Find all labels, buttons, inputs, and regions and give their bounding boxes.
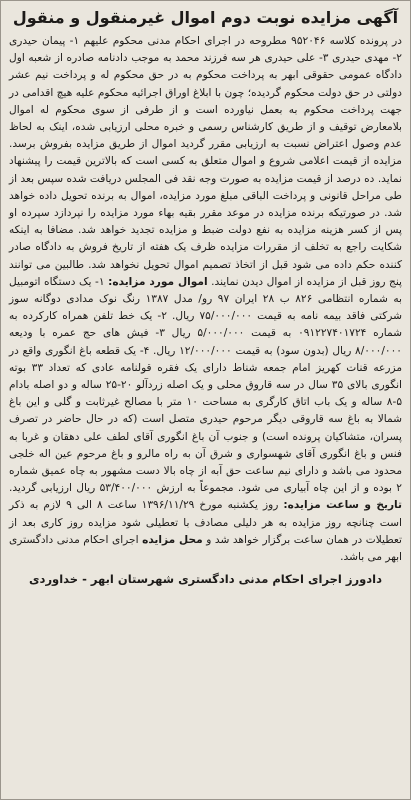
venue-label: محل مزایده	[142, 533, 203, 546]
items-text: ۱- یک دستگاه اتومبیل به شماره انتظامی ۸۲۶ ب ۲۸ ایران ۹۷ رو/ مدل ۱۳۸۷ رنگ نوک مدادی دوگانه سوز شرکتی فاقد بیمه نامه به قیمت ۷۵/۰۰۰/۰۰۰ ریال. ۲- یک خط تلفن همراه کارکرده به شماره ۰۹۱۲۲۷۴۰۱۷۲۴ به قیمت ۵/۰۰۰/۰۰۰ ریال ۳- فیش های حج عمره با ودیعه ۸/۰۰۰/۰۰۰ ریال (بدون سود) به قیمت ۱۲/۰۰۰/۰۰۰ ریال. ۴- یک قطعه باغ انگوری واقع در مزرعه قنات کهریز امام جمعه شناط دارای یک فقره قولنامه عادی که تعداد ۳۳ بوته انگوری بالای ۳۵ سال در سه قاروق محلی و یک اصله زردآلو ۲۰-۲۵ ساله و دو اصله بادام ۵-۸ ساله و یک باب اتاق کارگری به مساحت ۱۰ متر با مصالح غیرثابت و گلی و این باغ شمالا به باغ سه قاروقی دیگر مرحوم حیدری متصل است (که در حال حاضر در تصرف پسران، متشاکیان پرونده است) و جنوب آن باغ انگوری آقای لطف علی دهقان و غربا به فنس و باغ انگوری آقای شهسواری و شرق آن به راه مالرو و باغ مرحوم عین اله خلجی محدود می باشد و دارای نیم ساعت حق آبه از چاه بالا دست مشهور به چاه عمیق شماره ۲ بوده و از این چاه آبیاری می شود. مجموعاً به ارزش ۵۳/۴۰۰/۰۰۰ ریال ارزیابی گردید.	[9, 275, 403, 495]
datetime-label: تاریخ و ساعت مزایده:	[283, 499, 402, 512]
intro-text: در پرونده کلاسه ۹۵۲۰۴۶ مطروحه در اجرای احکام مدنی محکوم علیهم ۱- پیمان حیدری ۲- مهدی حیدری ۳- علی حیدری هر سه فرزند محمد به موجب دادنامه صادره از شعبه اول دادگاه عمومی حقوقی ابهر به پرداخت محکوم به در حق محکوم له و پرداخت نیم عشر دولتی در حق دولت محکوم گردیده؛ چون با ابلاغ اوراق اجرائیه محکوم علیه هیچ اقدامی در جهت پرداخت محکوم به بعمل نیاورده است و از طرفی از سوی محکوم له اموال بلامعارض توقیف و از طریق کارشناس رسمی و خبره محلی ارزیابی شده، اینک به لحاظ عدم وصول اعتراض نسبت به ارزیابی مقرر گردید اموال از طریق مزایده بفروش برسد. مزایده از قیمت اعلامی شروع و اموال متعلق به کسی است که بالاترین قیمت را پیشنهاد نماید. ده درصد از قیمت مزایده به صورت وجه نقد فی المجلس دریافت شده سپس بعد از طی مراحل قانونی و پرداخت الباقی مبلغ مورد مزایده، اموال به برنده تحویل داده خواهد شد. در صورتیکه برنده مزایده در موعد مقرر بقیه بهاء مورد مزایده را نپردازد سپرده او پس از کسر هزینه مزایده به نفع دولت ضبط و مزایده تجدید خواهد شد. مضافا به اینکه شکایت راجع به تخلف از مقررات مزایده ظرف یک هفته از تاریخ فروش به دادگاه صادر کننده حکم داده می شود قبل از اتخاذ تصمیم اموال تحویل نخواهد شد. طالبین می توانند پنج روز قبل از مزایده از اموال دیدن نمایند.	[9, 35, 403, 288]
notice-body	[9, 33, 402, 566]
venue-text: اجرای احکام مدنی دادگستری ابهر می باشد.	[9, 533, 402, 564]
datetime-text: روز یکشنبه مورخ ۱۳۹۶/۱۱/۲۹ ساعت ۸ الی ۹ لازم به ذکر است چنانچه روز مزایده به هر دلیلی مصادف با تعطیلی شود مزایده روز کاری بعد از تعطیلات در همان ساعت برگزار خواهد شد و	[9, 499, 402, 546]
signature: دادورز اجرای احکام مدنی دادگستری شهرستان ابهر - خداوردی	[29, 572, 382, 587]
items-label: اموال مورد مزایده:	[108, 275, 208, 288]
notice-title: آگهی مزایده نوبت دوم اموال غیرمنقول و منقول	[12, 8, 399, 27]
